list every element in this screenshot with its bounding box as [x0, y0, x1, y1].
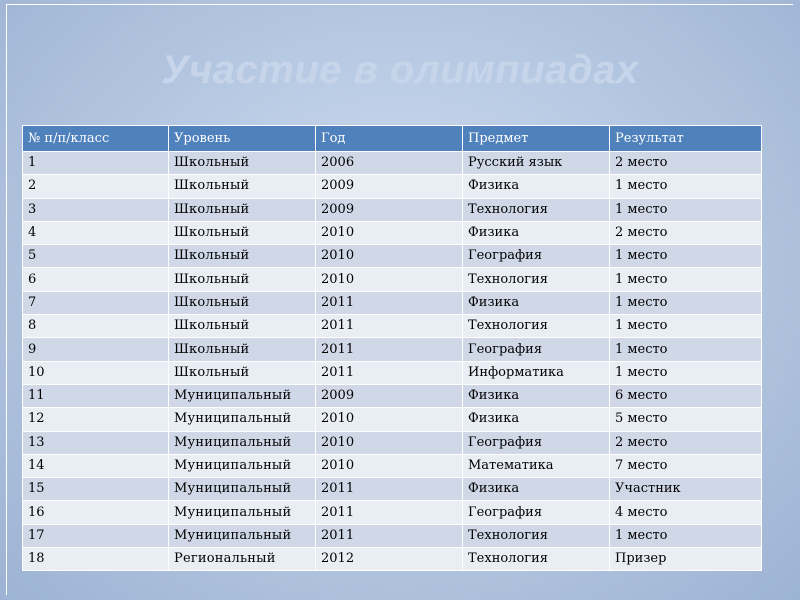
table-row	[23, 268, 762, 291]
header-result: Результат	[610, 126, 762, 152]
cell-year: 2011	[316, 524, 463, 547]
table-row	[23, 384, 762, 407]
cell-year: 2010	[316, 268, 463, 291]
cell-subject: Технология	[463, 268, 610, 291]
cell-subject: География	[463, 431, 610, 454]
cell-subject: Физика	[463, 408, 610, 431]
cell-year: 2010	[316, 454, 463, 477]
cell-level: Школьный	[169, 361, 316, 384]
cell-level: Школьный	[169, 315, 316, 338]
cell-number: 8	[23, 315, 169, 338]
slide-title: Участие в олимпиадах	[161, 48, 639, 92]
cell-level: Муниципальный	[169, 431, 316, 454]
cell-subject: Информатика	[463, 361, 610, 384]
table-row	[23, 291, 762, 314]
table-row	[23, 198, 762, 221]
cell-number: 14	[23, 454, 169, 477]
cell-result: 2 место	[610, 152, 762, 175]
cell-result: 1 место	[610, 175, 762, 198]
cell-number: 15	[23, 478, 169, 501]
cell-year: 2009	[316, 175, 463, 198]
cell-level: Школьный	[169, 198, 316, 221]
cell-subject: Технология	[463, 315, 610, 338]
cell-number: 6	[23, 268, 169, 291]
cell-result: 1 место	[610, 291, 762, 314]
table-row	[23, 408, 762, 431]
cell-year: 2009	[316, 384, 463, 407]
table-row	[23, 501, 762, 524]
cell-subject: Технология	[463, 548, 610, 571]
cell-level: Муниципальный	[169, 454, 316, 477]
cell-number: 9	[23, 338, 169, 361]
cell-level: Муниципальный	[169, 524, 316, 547]
cell-year: 2011	[316, 501, 463, 524]
cell-level: Школьный	[169, 152, 316, 175]
header-year: Год	[316, 126, 463, 152]
cell-year: 2012	[316, 548, 463, 571]
cell-result: Участник	[610, 478, 762, 501]
cell-subject: Технология	[463, 524, 610, 547]
table-row	[23, 454, 762, 477]
cell-year: 2011	[316, 291, 463, 314]
cell-level: Муниципальный	[169, 478, 316, 501]
cell-number: 5	[23, 245, 169, 268]
table-row	[23, 361, 762, 384]
cell-year: 2011	[316, 361, 463, 384]
cell-subject: Физика	[463, 221, 610, 244]
cell-level: Муниципальный	[169, 408, 316, 431]
cell-number: 2	[23, 175, 169, 198]
cell-result: 1 место	[610, 361, 762, 384]
cell-year: 2011	[316, 338, 463, 361]
table-row	[23, 175, 762, 198]
cell-level: Региональный	[169, 548, 316, 571]
cell-result: 7 место	[610, 454, 762, 477]
cell-result: Призер	[610, 548, 762, 571]
cell-number: 4	[23, 221, 169, 244]
cell-subject: Русский язык	[463, 152, 610, 175]
cell-number: 1	[23, 152, 169, 175]
cell-year: 2011	[316, 315, 463, 338]
cell-subject: География	[463, 501, 610, 524]
cell-level: Школьный	[169, 245, 316, 268]
cell-result: 1 место	[610, 315, 762, 338]
table-row	[23, 548, 762, 571]
cell-result: 1 место	[610, 245, 762, 268]
cell-subject: Физика	[463, 478, 610, 501]
table-row	[23, 478, 762, 501]
cell-number: 3	[23, 198, 169, 221]
cell-result: 1 место	[610, 524, 762, 547]
table-row	[23, 338, 762, 361]
cell-number: 10	[23, 361, 169, 384]
cell-subject: География	[463, 338, 610, 361]
cell-number: 7	[23, 291, 169, 314]
header-number-class: № п/п/класс	[23, 126, 169, 152]
table-row	[23, 524, 762, 547]
cell-result: 5 место	[610, 408, 762, 431]
cell-level: Муниципальный	[169, 501, 316, 524]
cell-subject: Физика	[463, 175, 610, 198]
cell-number: 12	[23, 408, 169, 431]
table-header-row	[23, 126, 762, 152]
table-row	[23, 245, 762, 268]
cell-number: 13	[23, 431, 169, 454]
cell-year: 2006	[316, 152, 463, 175]
cell-result: 2 место	[610, 221, 762, 244]
cell-year: 2010	[316, 245, 463, 268]
cell-year: 2009	[316, 198, 463, 221]
cell-result: 6 место	[610, 384, 762, 407]
cell-level: Муниципальный	[169, 384, 316, 407]
cell-year: 2010	[316, 221, 463, 244]
cell-result: 1 место	[610, 198, 762, 221]
cell-level: Школьный	[169, 338, 316, 361]
cell-level: Школьный	[169, 291, 316, 314]
cell-subject: География	[463, 245, 610, 268]
cell-number: 11	[23, 384, 169, 407]
table-body	[23, 152, 762, 571]
cell-subject: Математика	[463, 454, 610, 477]
cell-subject: Технология	[463, 198, 610, 221]
cell-result: 1 место	[610, 268, 762, 291]
cell-number: 16	[23, 501, 169, 524]
olympiad-results-table	[22, 125, 762, 571]
table-row	[23, 152, 762, 175]
table-row	[23, 221, 762, 244]
table-row	[23, 431, 762, 454]
table-row	[23, 315, 762, 338]
cell-result: 2 место	[610, 431, 762, 454]
cell-level: Школьный	[169, 268, 316, 291]
cell-year: 2011	[316, 478, 463, 501]
cell-level: Школьный	[169, 175, 316, 198]
cell-year: 2010	[316, 408, 463, 431]
cell-level: Школьный	[169, 221, 316, 244]
header-level: Уровень	[169, 126, 316, 152]
header-subject: Предмет	[463, 126, 610, 152]
cell-result: 4 место	[610, 501, 762, 524]
cell-result: 1 место	[610, 338, 762, 361]
cell-subject: Физика	[463, 384, 610, 407]
cell-subject: Физика	[463, 291, 610, 314]
cell-number: 17	[23, 524, 169, 547]
cell-year: 2010	[316, 431, 463, 454]
cell-number: 18	[23, 548, 169, 571]
